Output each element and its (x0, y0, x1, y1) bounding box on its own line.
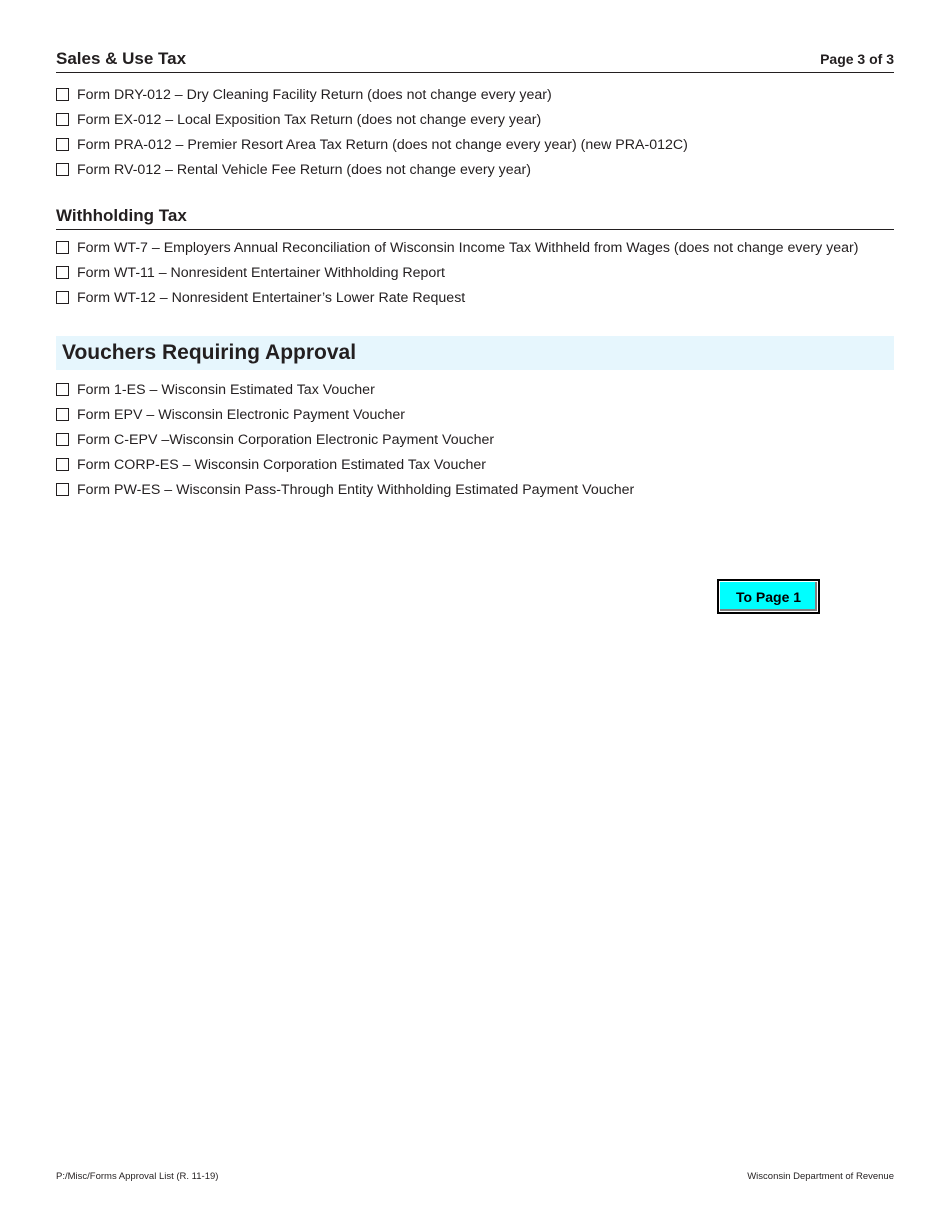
list-item (56, 377, 894, 402)
list-item (56, 157, 894, 182)
form-pw-es-label: Form PW-ES – Wisconsin Pass-Through Entity Withholding Estimated Payment Voucher (77, 481, 635, 498)
form-corp-es-label: Form CORP-ES – Wisconsin Corporation Estimated Tax Voucher (77, 456, 486, 473)
withholding-tax-header (56, 207, 894, 230)
form-wt-12-checkbox[interactable] (56, 291, 69, 304)
list-item (56, 132, 894, 157)
form-rv-012-checkbox[interactable] (56, 163, 69, 176)
form-rv-012-label: Form RV-012 – Rental Vehicle Fee Return (does not change every year) (77, 161, 531, 178)
page-number: Page 3 of 3 (820, 51, 894, 67)
to-page-1-button[interactable]: To Page 1 (717, 579, 820, 614)
form-epv-checkbox[interactable] (56, 408, 69, 421)
form-1-es-checkbox[interactable] (56, 383, 69, 396)
list-item (56, 82, 894, 107)
form-ex-012-checkbox[interactable] (56, 113, 69, 126)
form-wt-7-checkbox[interactable] (56, 241, 69, 254)
vouchers-banner (56, 336, 894, 370)
list-item (56, 402, 894, 427)
footer-form-reference: P:/Misc/Forms Approval List (R. 11-19) (56, 1171, 219, 1182)
form-dry-012-checkbox[interactable] (56, 88, 69, 101)
sales-use-tax-title: Sales & Use Tax (56, 49, 187, 68)
form-wt-11-label: Form WT-11 – Nonresident Entertainer Withholding Report (77, 264, 445, 281)
vouchers-title: Vouchers Requiring Approval (62, 341, 357, 364)
list-item (56, 260, 894, 285)
sales-use-tax-header (56, 50, 894, 73)
footer-department: Wisconsin Department of Revenue (747, 1171, 894, 1182)
form-pra-012-checkbox[interactable] (56, 138, 69, 151)
form-wt-7-label: Form WT-7 – Employers Annual Reconciliation of Wisconsin Income Tax Withheld from Wages (does not change every year) (77, 239, 859, 256)
form-pra-012-label: Form PRA-012 – Premier Resort Area Tax Return (does not change every year) (new PRA-012C) (77, 136, 688, 153)
form-epv-label: Form EPV – Wisconsin Electronic Payment Voucher (77, 406, 406, 423)
vouchers-list (56, 377, 894, 502)
form-corp-es-checkbox[interactable] (56, 458, 69, 471)
form-c-epv-label: Form C-EPV –Wisconsin Corporation Electronic Payment Voucher (77, 431, 495, 448)
list-item (56, 477, 894, 502)
form-dry-012-label: Form DRY-012 – Dry Cleaning Facility Return (does not change every year) (77, 86, 552, 103)
form-c-epv-checkbox[interactable] (56, 433, 69, 446)
form-wt-12-label: Form WT-12 – Nonresident Entertainer’s Lower Rate Request (77, 289, 466, 306)
list-item (56, 427, 894, 452)
list-item (56, 452, 894, 477)
form-ex-012-label: Form EX-012 – Local Exposition Tax Return (does not change every year) (77, 111, 542, 128)
form-page (56, 0, 894, 1230)
form-pw-es-checkbox[interactable] (56, 483, 69, 496)
list-item (56, 235, 894, 260)
form-wt-11-checkbox[interactable] (56, 266, 69, 279)
withholding-tax-title: Withholding Tax (56, 206, 187, 225)
list-item (56, 285, 894, 310)
sales-use-tax-list (56, 82, 894, 182)
withholding-tax-list (56, 235, 894, 310)
form-1-es-label: Form 1-ES – Wisconsin Estimated Tax Voucher (77, 381, 375, 398)
list-item (56, 107, 894, 132)
